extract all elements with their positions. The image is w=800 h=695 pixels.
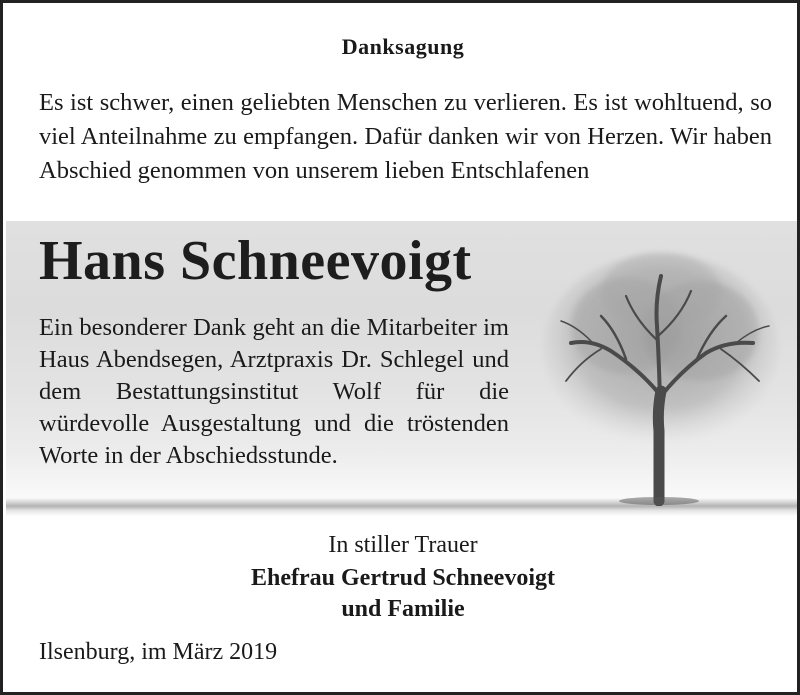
place-date: Ilsenburg, im März 2019 [39, 639, 278, 665]
family-line-2: und Familie [341, 596, 465, 622]
tree-landscape-image [531, 231, 791, 506]
thanks-paragraph: Ein besonderer Dank geht an die Mitarbeiter im Haus Abendsegen, Arztpraxis Dr. Schlegel und dem Bestattungsinstitut Wolf für die würdevolle Ausgestaltung und die tröstenden Worte in der Abschiedsstunde. [39, 314, 509, 469]
intro-paragraph: Es ist schwer, einen geliebten Menschen zu verlieren. Es ist wohltuend, so viel Anteilnahme zu empfangen. Dafür danken wir von Herzen. Wir haben Abschied genommen von unserem lieben Entschlafenen [39, 89, 772, 184]
deceased-name: Hans Schneevoigt [39, 230, 472, 292]
family-line-1: Ehefrau Gertrud Schneevoigt [251, 565, 555, 591]
notice-heading: Danksagung [341, 34, 465, 59]
mourning-line: In stiller Trauer [328, 532, 478, 558]
